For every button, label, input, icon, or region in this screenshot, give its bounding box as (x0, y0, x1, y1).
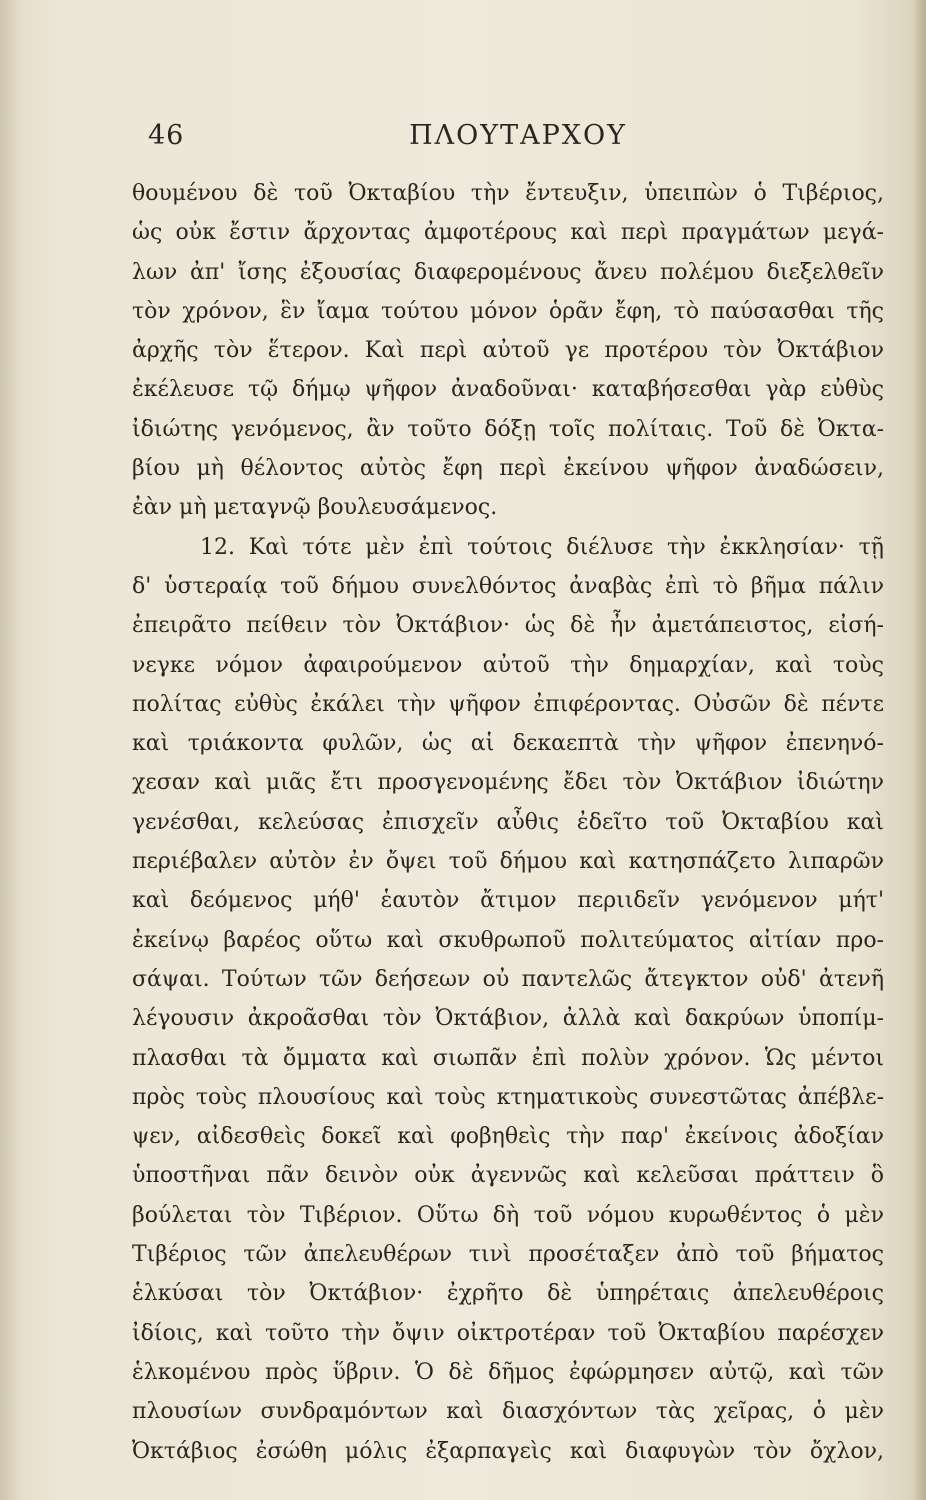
text-line: Ὀκτάβιος ἐσώθη μόλις ἐξαρπαγεὶς καὶ διαφυγὼν τὸν ὄχλον, (132, 1438, 884, 1464)
text-line: λέγουσιν ἀκροᾶσθαι τὸν Ὀκτάβιον, ἀλλὰ καὶ δακρύων ὑποπίμ- (132, 1006, 884, 1032)
text-line: πολίτας εὐθὺς ἐκάλει τὴν ψῆφον ἐπιφέροντας. Οὐσῶν δὲ πέντε (132, 691, 884, 717)
text-line: περιέβαλεν αὐτὸν ἐν ὄψει τοῦ δήμου καὶ κατησπάζετο λιπαρῶν (132, 849, 884, 875)
text-line: ἰδιώτης γενόμενος, ἂν τοῦτο δόξῃ τοῖς πολίταις. Τοῦ δὲ Ὀκτα- (132, 416, 884, 442)
text-line: ἑλκομένου πρὸς ὕβριν. Ὁ δὲ δῆμος ἐφώρμησεν αὐτῷ, καὶ τῶν (132, 1359, 884, 1385)
text-line: λων ἀπ' ἴσης ἐξουσίας διαφερομένους ἄνευ πολέμου διεξελθεῖν (132, 259, 884, 285)
text-line: ἐκείνῳ βαρέος οὕτω καὶ σκυθρωποῦ πολιτεύματος αἰτίαν προ- (132, 927, 884, 953)
text-line: δ' ὑστεραίᾳ τοῦ δήμου συνελθόντος ἀναβὰς ἐπὶ τὸ βῆμα πάλιν (132, 573, 884, 599)
text-line: βούλεται τὸν Τιβέριον. Οὕτω δὴ τοῦ νόμου κυρωθέντος ὁ μὲν (132, 1202, 884, 1228)
page-header (148, 120, 888, 160)
text-line: ἐπειρᾶτο πείθειν τὸν Ὀκτάβιον· ὡς δὲ ἦν ἀμετάπειστος, εἰσή- (132, 613, 884, 639)
text-line: ἐὰν μὴ μεταγνῷ βουλευσάμενος. (132, 495, 498, 521)
text-line: χεσαν καὶ μιᾶς ἔτι προσγενομένης ἔδει τὸν Ὀκτάβιον ἰδιώτην (132, 770, 884, 796)
section-start-line: 12. Καὶ τότε μὲν ἐπὶ τούτοις διέλυσε τὴν ἐκκλησίαν· τῇ (200, 534, 884, 560)
text-line: τὸν χρόνον, ἓν ἴαμα τούτου μόνον ὁρᾶν ἔφη, τὸ παύσασθαι τῆς (132, 298, 884, 324)
text-line: θουμένου δὲ τοῦ Ὀκταβίου τὴν ἔντευξιν, ὑπειπὼν ὁ Τιβέριος, (132, 181, 884, 206)
binding-shadow (0, 0, 22, 1500)
text-line: νεγκε νόμον ἀφαιρούμενον αὐτοῦ τὴν δημαρχίαν, καὶ τοὺς (132, 652, 884, 678)
text-line: ἑλκύσαι τὸν Ὀκτάβιον· ἐχρῆτο δὲ ὑπηρέταις ἀπελευθέροις (132, 1281, 884, 1307)
text-line: βίου μὴ θέλοντος αὐτὸς ἔφη περὶ ἐκείνου ψῆφον ἀναδώσειν, (132, 456, 884, 482)
page-number: 46 (148, 120, 185, 151)
text-line: πρὸς τοὺς πλουσίους καὶ τοὺς κτηματικοὺς συνεστῶτας ἀπέβλε- (132, 1084, 884, 1110)
text-line: γενέσθαι, κελεύσας ἐπισχεῖν αὖθις ἐδεῖτο τοῦ Ὀκταβίου καὶ (132, 809, 884, 835)
page-edge (912, 0, 926, 1500)
text-line: ὡς οὐκ ἔστιν ἄρχοντας ἀμφοτέρους καὶ περὶ πραγμάτων μεγά- (132, 220, 884, 246)
body-text (132, 174, 884, 1471)
text-line: πλουσίων συνδραμόντων καὶ διασχόντων τὰς χεῖρας, ὁ μὲν (132, 1399, 884, 1425)
text-line: πλασθαι τὰ ὄμματα καὶ σιωπᾶν ἐπὶ πολὺν χρόνον. Ὡς μέντοι (132, 1045, 884, 1071)
text-line: ὑποστῆναι πᾶν δεινὸν οὐκ ἀγεννῶς καὶ κελεῦσαι πράττειν ὃ (132, 1163, 884, 1189)
text-line: καὶ δεόμενος μήθ' ἑαυτὸν ἄτιμον περιιδεῖν γενόμενον μήτ' (132, 888, 884, 914)
text-line: σάψαι. Τούτων τῶν δεήσεων οὐ παντελῶς ἄτεγκτον οὐδ' ἀτενῆ (132, 966, 884, 992)
text-line: ἰδίοις, καὶ τοῦτο τὴν ὄψιν οἰκτροτέραν τοῦ Ὀκταβίου παρέσχεν (132, 1320, 884, 1346)
text-line: ἀρχῆς τὸν ἕτερον. Καὶ περὶ αὐτοῦ γε προτέρου τὸν Ὀκτάβιον (132, 338, 884, 364)
text-line: καὶ τριάκοντα φυλῶν, ὡς αἱ δεκαεπτὰ τὴν ψῆφον ἐπενηνό- (132, 731, 884, 757)
text-line: ψεν, αἰδεσθεὶς δοκεῖ καὶ φοβηθεὶς τὴν παρ' ἐκείνοις ἀδοξίαν (132, 1124, 884, 1150)
running-title: ΠΛΟΥΤΑΡΧΟΥ (409, 120, 627, 151)
text-line: Τιβέριος τῶν ἀπελευθέρων τινὶ προσέταξεν ἀπὸ τοῦ βήματος (132, 1242, 884, 1268)
text-line: ἐκέλευσε τῷ δήμῳ ψῆφον ἀναδοῦναι· καταβήσεσθαι γὰρ εὐθὺς (132, 377, 884, 403)
